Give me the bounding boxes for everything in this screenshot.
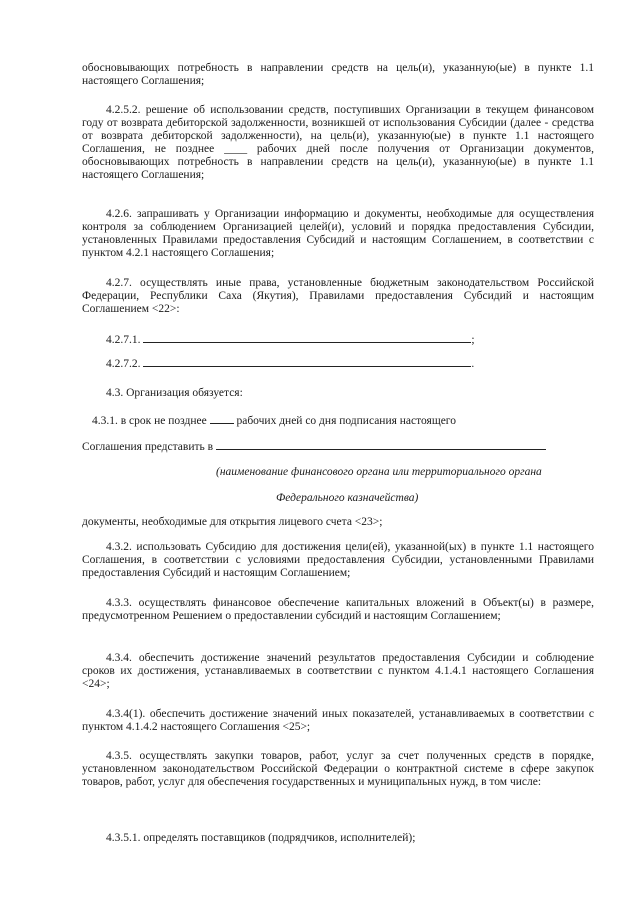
clause-4-2-7: 4.2.7. осуществлять иные права, установленные бюджетным законодательством Российской Федерации, Республики Саха (Якутия), Правилами предоставления Субсидий и настоящим Соглашением <22>: — [82, 277, 594, 315]
clause-4-2-7-2 — [106, 357, 474, 371]
clause-4-3-4-1: 4.3.4(1). обеспечить достижение значений иных показателей, устанавливаемых в соответствии с пунктом 4.1.4.2 настоящего Соглашения <25>; — [82, 708, 594, 733]
intro-paragraph: обосновывающих потребность в направлении средств на цель(и), указанную(ые) в пункте 1.1 настоящего Соглашения; — [82, 62, 594, 87]
clause-4-3-1-part-b: рабочих дней со дня подписания настоящего — [236, 415, 456, 427]
clause-4-3-1-part-c: Соглашения представить в — [82, 441, 214, 453]
clause-4-3-5: 4.3.5. осуществлять закупки товаров, работ, услуг за счет полученных средств в порядке, установленном законодательством Российской Федерации о контрактной системе в сфере закупок товаров, работ, услуг для обеспечения государственных и муниципальных нужд, в том числе: — [82, 750, 594, 788]
clause-4-2-7-1-blank — [143, 333, 471, 343]
clause-4-2-7-1-end: ; — [471, 334, 475, 346]
clause-4-3-5-1: 4.3.5.1. определять поставщиков (подрядчиков, исполнителей); — [106, 832, 416, 844]
clause-4-3-1-organ-blank — [216, 440, 546, 450]
clause-4-3-1-part-d: документы, необходимые для открытия лицевого счета <23>; — [82, 516, 383, 528]
clause-4-3-1-line1 — [92, 414, 456, 428]
clause-4-2-7-1-label: 4.2.7.1. — [106, 334, 141, 346]
clause-4-2-7-1 — [106, 333, 475, 347]
clause-4-3-3: 4.3.3. осуществлять финансовое обеспечение капитальных вложений в Объект(ы) в размере, предусмотренном Решением о предоставлении субсидий и настоящим Соглашением; — [82, 597, 594, 622]
clause-4-2-7-2-blank — [143, 357, 471, 367]
clause-4-2-7-2-label: 4.2.7.2. — [106, 358, 141, 370]
clause-4-2-7-2-end: . — [471, 358, 475, 370]
clause-4-3: 4.3. Организация обязуется: — [106, 387, 243, 399]
caption-organ-line1: (наименование финансового органа или территориального органа — [216, 466, 542, 478]
clause-4-3-4: 4.3.4. обеспечить достижение значений результатов предоставления Субсидии и соблюдение сроков их достижения, устанавливаемых в соответствии с пунктом 4.1.4.1 настоящего Соглашения <24>; — [82, 652, 594, 690]
clause-4-3-2: 4.3.2. использовать Субсидию для достижения цели(ей), указанной(ых) в пункте 1.1 настоящего Соглашения, в соответствии с условиями предоставления Субсидии, установленными Правилами предоставления Субсидий и настоящим Соглашением; — [82, 541, 594, 579]
clause-4-3-1-days-blank — [210, 414, 234, 424]
clause-4-2-6: 4.2.6. запрашивать у Организации информацию и документы, необходимые для осуществления контроля за соблюдением Организацией целей(и), условий и порядка предоставления Субсидии, установленных Правилами предоставления Субсидий и настоящим Соглашением, в соответствии с пунктом 4.2.1 настоящего Соглашения; — [82, 208, 594, 259]
caption-organ-line2: Федерального казначейства) — [276, 492, 419, 504]
clause-4-3-1-line2 — [82, 440, 546, 454]
clause-4-3-1-part-a: 4.3.1. в срок не позднее — [92, 415, 207, 427]
clause-4-2-5-2: 4.2.5.2. решение об использовании средств, поступивших Организации в текущем финансовом году от возврата дебиторской задолженности, возникшей от использования Субсидии (далее - средства от возврата дебиторской задолженности), на цель(и), указанную(ые) в пункте 1.1 настоящего Соглашения, не позднее ____ рабочих дней после получения от Организации документов, обосновывающих потребность в направлении средств на цель(и), указанную(ые) в пункте 1.1 настоящего Соглашения; — [82, 104, 594, 181]
